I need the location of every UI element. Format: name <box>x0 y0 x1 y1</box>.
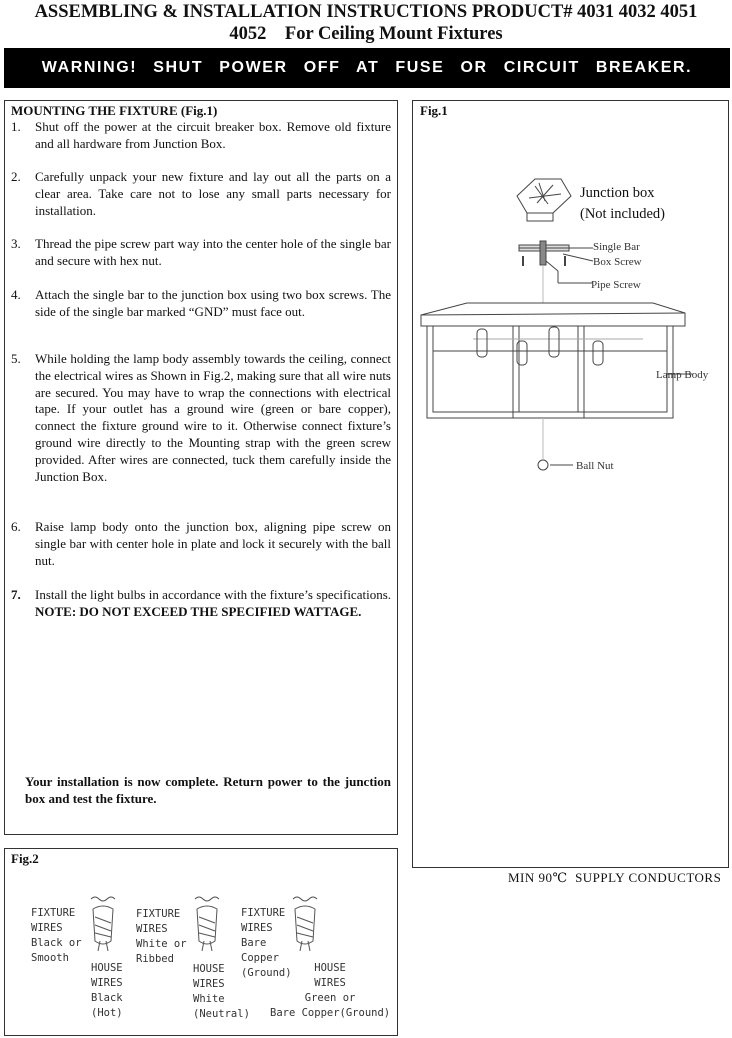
step-number: 1. <box>11 119 21 134</box>
lamp-body-drawing <box>421 303 693 459</box>
step-text: Attach the single bar to the junction box using two box screws. The side of the single bar marked “GND” must face out. <box>35 287 391 319</box>
step-5 <box>11 351 391 485</box>
step-number: 5. <box>11 351 21 366</box>
step-6 <box>11 519 391 569</box>
fig1-label: Fig.1 <box>420 103 448 118</box>
title-line-2: 4052 For Ceiling Mount Fixtures <box>229 24 503 44</box>
single-bar-drawing <box>519 241 593 306</box>
box-screw-label: Box Screw <box>593 256 642 268</box>
step-text: Shut off the power at the circuit breaker box. Remove old fixture and all hardware from Junction Box. <box>35 119 391 151</box>
pipe-screw-label: Pipe Screw <box>591 279 641 291</box>
ball-nut-label: Ball Nut <box>576 460 614 472</box>
step-text: Raise lamp body onto the junction box, aligning pipe screw on single bar with center hole in plate and lock it securely with the ball nut. <box>35 519 391 568</box>
wire-connector-1 <box>91 897 115 951</box>
completion-note: Your installation is now complete. Return power to the junction box and test the fixture. <box>25 774 391 806</box>
instructions-panel <box>4 100 398 835</box>
warning-text: WARNING! SHUT POWER OFF AT FUSE OR CIRCUIT BREAKER. <box>41 59 693 76</box>
step-text: While holding the lamp body assembly towards the ceiling, connect the electrical wires as Shown in Fig.2, making sure that all wire nuts are secured. You may have to wrap the connections with electrical tape. If your outlet has a ground wire (green or bare copper), connect the fixture ground wire to it. Otherwise connect fixture’s ground wire directly to the Mounting strap with the green screw provided. After wires are connected, tuck them carefully inside the Junction Box. <box>35 351 391 484</box>
step-number: 7. <box>11 587 21 602</box>
fixture-wires-3: FIXTURE WIRES Bare Copper (Ground) <box>241 907 292 979</box>
warning-banner <box>4 48 730 88</box>
fig2-panel <box>4 848 398 1036</box>
step-number: 2. <box>11 169 21 184</box>
not-included-label: (Not included) <box>580 206 665 222</box>
house-wires-3: HOUSE WIRES Green or Bare Copper(Ground) <box>270 962 391 1019</box>
junction-box-label: Junction box <box>580 185 655 201</box>
step-1 <box>11 119 391 153</box>
wire-connector-2 <box>195 897 219 951</box>
wattage-warning: NOTE: DO NOT EXCEED THE SPECIFIED WATTAGE. <box>35 603 362 619</box>
step-text: Carefully unpack your new fixture and lay out all the parts on a clear area. Take care not to lose any small parts necessary for installation. <box>35 169 391 218</box>
step-number: 6. <box>11 519 21 534</box>
lamp-body-label: Lamp Body <box>656 369 709 381</box>
instructions-heading: MOUNTING THE FIXTURE (Fig.1) <box>11 103 218 118</box>
title-line-1: ASSEMBLING & INSTALLATION INSTRUCTIONS PRODUCT# 4031 4032 4051 <box>34 2 698 22</box>
fig2-label: Fig.2 <box>11 851 39 866</box>
step-7 <box>11 587 391 621</box>
step-2 <box>11 169 391 219</box>
ball-nut-drawing <box>538 460 573 470</box>
step-number: 3. <box>11 236 21 251</box>
fixture-wires-2: FIXTURE WIRES White or Ribbed <box>136 908 187 965</box>
fig1-diagram <box>413 101 728 867</box>
step-3 <box>11 236 391 270</box>
wire-connector-3 <box>293 897 317 951</box>
page-title <box>0 1 732 45</box>
junction-box-drawing <box>517 179 571 221</box>
house-wires-2: HOUSE WIRES White (Neutral) <box>193 963 250 1020</box>
step-4 <box>11 287 391 321</box>
single-bar-label: Single Bar <box>593 241 640 253</box>
step-text <box>35 587 391 621</box>
supply-conductors-note: MIN 90℃ SUPPLY CONDUCTORS <box>508 870 722 885</box>
fig1-panel <box>412 100 729 868</box>
fixture-wires-1: FIXTURE WIRES Black or Smooth <box>31 907 82 964</box>
step-number: 4. <box>11 287 21 302</box>
house-wires-1: HOUSE WIRES Black (Hot) <box>91 962 123 1019</box>
step-7-text: Install the light bulbs in accordance with the fixture’s specifications. <box>35 587 391 602</box>
step-text: Thread the pipe screw part way into the center hole of the single bar and secure with hex nut. <box>35 236 391 268</box>
